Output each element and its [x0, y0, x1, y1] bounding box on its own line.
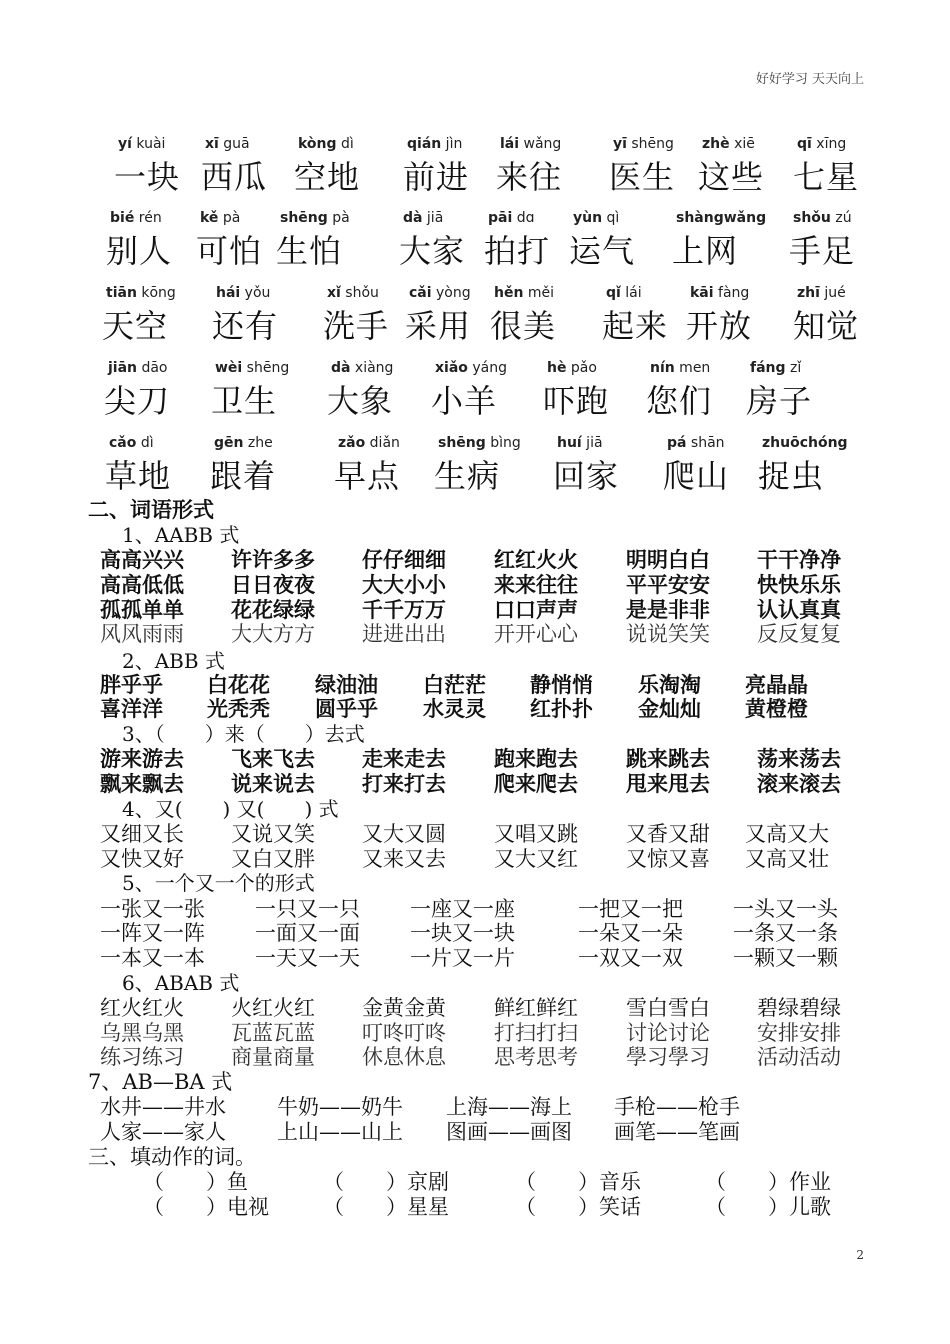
word-item: 人家——家人	[100, 1120, 226, 1144]
word-item: 花花绿绿	[231, 597, 315, 622]
word-item: 一把又一把	[578, 897, 683, 921]
pinyin-text: yí kuài	[118, 136, 166, 152]
hanzi-text: 生怕	[276, 232, 343, 270]
word-item: 一座又一座	[410, 897, 515, 921]
word-item: 红火红火	[100, 996, 184, 1020]
abab-title: 6、ABAB 式	[122, 971, 240, 995]
word-item: 喜洋洋	[100, 696, 163, 721]
pinyin-text: hái yǒu	[216, 285, 271, 301]
pinyin-text: kě pà	[200, 210, 241, 226]
hanzi-text: 可怕	[196, 232, 263, 270]
word-item: 又大又圆	[362, 822, 446, 846]
word-item: 休息休息	[362, 1045, 446, 1069]
hanzi-text: 医生	[609, 158, 676, 196]
word-row	[0, 847, 950, 871]
word-item: 活动活动	[757, 1045, 841, 1069]
word-item: 又细又长	[100, 822, 184, 846]
word-item: 日日夜夜	[231, 572, 315, 597]
pinyin-row	[0, 360, 950, 430]
pinyin-row	[0, 136, 950, 206]
word-item: 反反复复	[757, 622, 841, 646]
hanzi-text: 您们	[646, 382, 713, 420]
pinyin-text: nín men	[650, 360, 711, 376]
abba-title: 7、AB—BA 式	[88, 1070, 233, 1094]
pinyin-text: qī xīng	[797, 136, 847, 152]
pinyin-text: huí jiā	[557, 435, 603, 451]
you-title: 4、又( ) 又( ) 式	[122, 797, 339, 821]
pinyin-text: wèi shēng	[215, 360, 290, 376]
hanzi-text: 卫生	[211, 382, 278, 420]
hanzi-text: 手足	[789, 232, 856, 270]
pinyin-row	[0, 435, 950, 505]
word-row	[0, 622, 950, 646]
hanzi-text: 尖刀	[104, 382, 171, 420]
word-item: （ ）电视	[143, 1195, 269, 1219]
word-item: 红红火火	[494, 547, 578, 572]
hanzi-text: 空地	[294, 158, 361, 196]
word-item: 明明白白	[626, 547, 710, 572]
word-item: （ ）笑话	[515, 1195, 641, 1219]
word-item: 仔仔细细	[362, 547, 446, 572]
word-item: 光秃秃	[207, 696, 270, 721]
word-item: 进进出出	[362, 622, 446, 646]
word-item: 跳来跳去	[626, 746, 710, 771]
word-item: 黄橙橙	[745, 696, 808, 721]
hanzi-text: 拍打	[484, 232, 551, 270]
pinyin-text: jiān dāo	[108, 360, 168, 376]
abb-title: 2、ABB 式	[122, 649, 225, 673]
word-item: 静悄悄	[530, 672, 593, 697]
word-item: 快快乐乐	[757, 572, 841, 597]
hanzi-text: 生病	[434, 457, 501, 495]
word-item: 安排安排	[757, 1021, 841, 1045]
hanzi-text: 七星	[793, 158, 860, 196]
word-item: 又来又去	[362, 847, 446, 871]
word-row	[0, 1170, 950, 1194]
word-row	[0, 548, 950, 572]
page-number: 2	[856, 1248, 864, 1262]
pinyin-text: yùn qì	[573, 210, 620, 226]
hanzi-text: 洗手	[323, 307, 390, 345]
hanzi-text: 来往	[496, 158, 563, 196]
word-item: 又惊又喜	[626, 847, 710, 871]
word-item: 打来打去	[362, 771, 446, 796]
word-item: 大大小小	[362, 572, 446, 597]
word-item: 讨论讨论	[626, 1021, 710, 1045]
word-item: 跑来跑去	[494, 746, 578, 771]
word-row	[0, 1045, 950, 1069]
word-item: 白花花	[207, 672, 270, 697]
word-item: 圆乎乎	[315, 696, 378, 721]
pinyin-text: zhuōchóng	[762, 435, 848, 451]
pinyin-text: zhī jué	[797, 285, 846, 301]
word-item: 水井——井水	[100, 1095, 226, 1119]
word-item: 思考思考	[494, 1045, 578, 1069]
word-row	[0, 673, 950, 697]
word-item: 一颗又一颗	[733, 946, 838, 970]
word-item: 来来往往	[494, 572, 578, 597]
word-item: 碧绿碧绿	[757, 996, 841, 1020]
pinyin-text: yī shēng	[613, 136, 674, 152]
word-item: 走来走去	[362, 746, 446, 771]
word-item: 高高低低	[100, 572, 184, 597]
pinyin-text: fáng zǐ	[750, 360, 802, 376]
word-item: 高高兴兴	[100, 547, 184, 572]
hanzi-text: 西瓜	[201, 158, 268, 196]
hanzi-text: 捉虫	[758, 457, 825, 495]
word-row	[0, 822, 950, 846]
pinyin-text: gēn zhe	[214, 435, 273, 451]
laiqu-title: 3、（ ）来（ ）去式	[122, 722, 365, 746]
word-item: 鲜红鲜红	[494, 996, 578, 1020]
word-item: 飘来飘去	[100, 771, 184, 796]
word-item: 飞来飞去	[231, 746, 315, 771]
pinyin-text: pāi dɑ	[488, 210, 535, 226]
word-item: 大大方方	[231, 622, 315, 646]
word-item: 一片又一片	[410, 946, 515, 970]
hanzi-text: 别人	[106, 232, 173, 270]
word-item: 风风雨雨	[100, 622, 184, 646]
word-item: 又香又甜	[626, 822, 710, 846]
word-item: 口口声声	[494, 597, 578, 622]
word-item: 许许多多	[231, 547, 315, 572]
section-three-title: 三、填动作的词。	[88, 1145, 256, 1169]
word-row	[0, 573, 950, 597]
hanzi-text: 一块	[114, 158, 181, 196]
pinyin-row	[0, 285, 950, 355]
word-item: 爬来爬去	[494, 771, 578, 796]
word-item: 又唱又跳	[494, 822, 578, 846]
hanzi-text: 天空	[102, 307, 169, 345]
word-item: （ ）作业	[705, 1170, 831, 1194]
word-item: 滚来滚去	[757, 771, 841, 796]
pinyin-text: pá shān	[667, 435, 725, 451]
pinyin-text: dà jiā	[403, 210, 444, 226]
pinyin-text: qǐ lái	[606, 285, 642, 301]
pinyin-text: shēng bìng	[438, 435, 521, 451]
word-item: 说说笑笑	[626, 622, 710, 646]
hanzi-text: 草地	[105, 457, 172, 495]
word-item: 學习學习	[626, 1045, 710, 1069]
word-row	[0, 1120, 950, 1144]
word-item: （ ）京剧	[323, 1170, 449, 1194]
word-item: 白茫茫	[423, 672, 486, 697]
hanzi-text: 爬山	[663, 457, 730, 495]
word-item: （ ）鱼	[143, 1170, 248, 1194]
hanzi-text: 开放	[686, 307, 753, 345]
word-item: 开开心心	[494, 622, 578, 646]
hanzi-text: 很美	[490, 307, 557, 345]
word-item: 千千万万	[362, 597, 446, 622]
word-item: 又快又好	[100, 847, 184, 871]
hanzi-text: 知觉	[793, 307, 860, 345]
pinyin-text: lái wǎng	[500, 136, 562, 152]
word-item: 一阵又一阵	[100, 921, 205, 945]
word-item: 金灿灿	[638, 696, 701, 721]
word-item: 说来说去	[231, 771, 315, 796]
word-item: 商量商量	[231, 1045, 315, 1069]
pinyin-text: xiǎo yáng	[435, 360, 507, 376]
pinyin-text: bié rén	[110, 210, 162, 226]
word-item: 图画——画图	[446, 1120, 572, 1144]
word-item: 亮晶晶	[745, 672, 808, 697]
word-item: 游来游去	[100, 746, 184, 771]
hanzi-text: 房子	[746, 382, 813, 420]
word-row	[0, 1021, 950, 1045]
word-item: 一张又一张	[100, 897, 205, 921]
section-two-title: 二、词语形式	[88, 497, 214, 522]
pinyin-text: zhè xiē	[702, 136, 755, 152]
word-item: 干干净净	[757, 547, 841, 572]
page-header: 好好学习 天天向上	[755, 72, 864, 87]
word-item: 是是非非	[626, 597, 710, 622]
word-row	[0, 747, 950, 771]
hanzi-text: 小羊	[431, 382, 498, 420]
pinyin-text: zǎo diǎn	[338, 435, 400, 451]
hanzi-text: 起来	[602, 307, 669, 345]
word-item: 练习练习	[100, 1045, 184, 1069]
hanzi-text: 采用	[405, 307, 472, 345]
word-row	[0, 1095, 950, 1119]
word-item: 雪白雪白	[626, 996, 710, 1020]
word-item: （ ）音乐	[515, 1170, 641, 1194]
word-item: 又大又红	[494, 847, 578, 871]
pinyin-text: xī guā	[205, 136, 250, 152]
hanzi-text: 这些	[698, 158, 765, 196]
word-item: 一本又一本	[100, 946, 205, 970]
hanzi-text: 前进	[403, 158, 470, 196]
hanzi-text: 吓跑	[543, 382, 610, 420]
word-item: 又白又胖	[231, 847, 315, 871]
pinyin-text: cǎi yòng	[409, 285, 471, 301]
word-item: 一双又一双	[578, 946, 683, 970]
word-item: 一头又一头	[733, 897, 838, 921]
word-item: 绿油油	[315, 672, 378, 697]
aabb-title: 1、AABB 式	[122, 523, 240, 547]
word-item: 胖乎乎	[100, 672, 163, 697]
word-item: 一条又一条	[733, 921, 838, 945]
pinyin-text: shēng pà	[280, 210, 350, 226]
word-item: 金黄金黄	[362, 996, 446, 1020]
word-item: 平平安安	[626, 572, 710, 597]
word-item: 孤孤单单	[100, 597, 184, 622]
pinyin-text: cǎo dì	[109, 435, 154, 451]
word-row	[0, 697, 950, 721]
hanzi-text: 大家	[399, 232, 466, 270]
word-item: 又说又笑	[231, 822, 315, 846]
word-item: 又高又壮	[745, 847, 829, 871]
word-item: 一朵又一朵	[578, 921, 683, 945]
hanzi-text: 大象	[327, 382, 394, 420]
word-item: 一天又一天	[255, 946, 360, 970]
word-item: 瓦蓝瓦蓝	[231, 1021, 315, 1045]
word-item: 水灵灵	[423, 696, 486, 721]
pinyin-text: qián jìn	[407, 136, 463, 152]
word-item: 甩来甩去	[626, 771, 710, 796]
hanzi-text: 跟着	[210, 457, 277, 495]
pinyin-text: hè pǎo	[547, 360, 597, 376]
word-item: 叮咚叮咚	[362, 1021, 446, 1045]
hanzi-text: 回家	[553, 457, 620, 495]
word-row	[0, 598, 950, 622]
pinyin-text: hěn měi	[494, 285, 555, 301]
pinyin-text: kòng dì	[298, 136, 354, 152]
pinyin-text: tiān kōng	[106, 285, 176, 301]
word-row	[0, 996, 950, 1020]
word-item: 打扫打扫	[494, 1021, 578, 1045]
hanzi-text: 早点	[334, 457, 401, 495]
word-item: 一面又一面	[255, 921, 360, 945]
word-item: 画笔——笔画	[614, 1120, 740, 1144]
word-item: 手枪——枪手	[614, 1095, 740, 1119]
word-item: 乌黑乌黑	[100, 1021, 184, 1045]
word-item: 上海——海上	[446, 1095, 572, 1119]
word-item: 乐淘淘	[638, 672, 701, 697]
word-item: 又高又大	[745, 822, 829, 846]
word-item: 荡来荡去	[757, 746, 841, 771]
word-item: （ ）星星	[323, 1195, 449, 1219]
word-item: 一块又一块	[410, 921, 515, 945]
word-row	[0, 946, 950, 970]
hanzi-text: 运气	[569, 232, 636, 270]
word-row	[0, 772, 950, 796]
pinyin-text: kāi fàng	[690, 285, 750, 301]
pinyin-text: xǐ shǒu	[327, 285, 379, 301]
word-item: 认认真真	[757, 597, 841, 622]
word-item: 上山——山上	[277, 1120, 403, 1144]
word-row	[0, 897, 950, 921]
word-item: 红扑扑	[530, 696, 593, 721]
word-item: 牛奶——奶牛	[277, 1095, 403, 1119]
hanzi-text: 还有	[212, 307, 279, 345]
pinyin-row	[0, 210, 950, 280]
hanzi-text: 上网	[672, 232, 739, 270]
pinyin-text: shǒu zú	[793, 210, 852, 226]
pinyin-text: shàngwǎng	[676, 210, 767, 226]
word-row	[0, 1195, 950, 1219]
yige-title: 5、一个又一个的形式	[122, 871, 315, 895]
pinyin-text: dà xiàng	[331, 360, 394, 376]
word-row	[0, 921, 950, 945]
word-item: 一只又一只	[255, 897, 360, 921]
word-item: （ ）儿歌	[705, 1195, 831, 1219]
word-item: 火红火红	[231, 996, 315, 1020]
